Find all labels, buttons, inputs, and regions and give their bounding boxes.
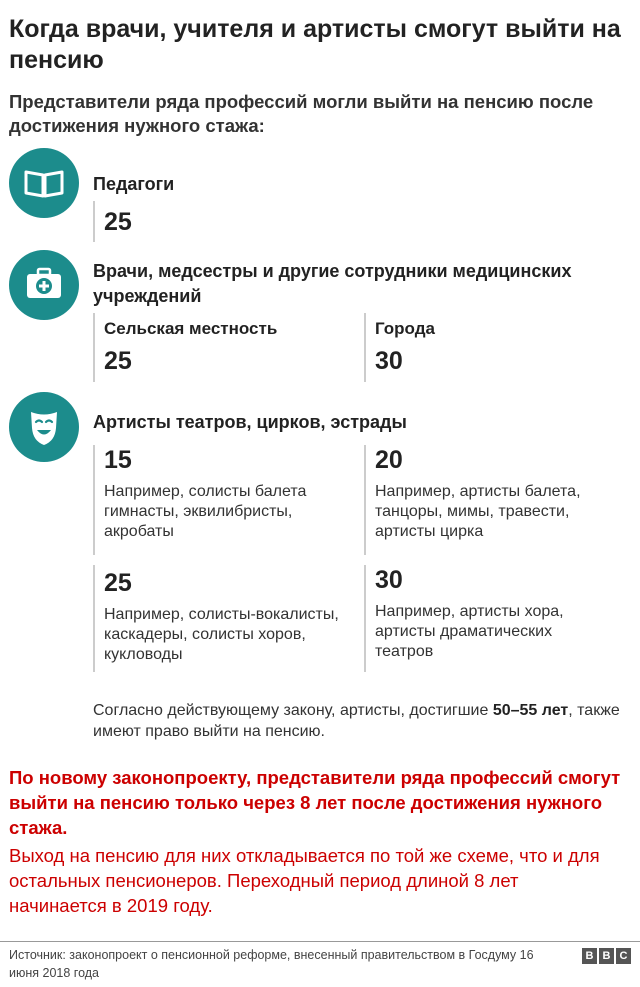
medics-city-years: 30 (375, 347, 403, 375)
theater-mask-icon (9, 392, 79, 462)
artists-group-years: 20 (375, 446, 403, 474)
category-title-medics: Врачи, медсестры и другие сотрудники медицинских учреждений (93, 261, 572, 306)
first-aid-kit-icon (9, 250, 79, 320)
category-title-teachers: Педагоги (93, 174, 175, 194)
artists-group (364, 445, 614, 555)
note-age-highlight: 50–55 лет (492, 702, 569, 719)
artists-group (93, 445, 353, 555)
logo-letter: B (582, 948, 597, 964)
reform-text: Выход на пенсию для них откладывается по той же схеме, что и для остальных пенсионеров. Переходный период длиной 8 лет начинается в 2019 году. (9, 845, 600, 916)
artists-age-note (93, 700, 638, 742)
artists-group-desc: Например, артисты хора, артисты драматических театров (375, 603, 564, 660)
medics-rural-label: Сельская местность (104, 319, 278, 338)
reform-headline: По новому законопроекту, представители ряда профессий смогут выйти на пенсию только через 8 лет после достижения нужного стажа. (9, 767, 621, 838)
footer-divider (0, 941, 640, 942)
artists-group-desc: Например, артисты балета, танцоры, мимы, травести, артисты цирка (375, 483, 581, 540)
medics-rural-column (93, 313, 277, 382)
page-title: Когда врачи, учителя и артисты смогут выйти на пенсию (9, 15, 621, 74)
medics-rural-years: 25 (104, 347, 132, 375)
note-text-before: Согласно действующему закону, артисты, достигшие (93, 702, 493, 719)
artists-group-years: 15 (104, 446, 132, 474)
logo-letter: C (616, 948, 631, 964)
medics-city-column (364, 313, 435, 382)
bbc-logo (582, 948, 631, 964)
artists-group (364, 565, 614, 672)
artists-group-desc: Например, солисты-вокалисты, каскадеры, солисты хоров, кукловоды (104, 606, 339, 663)
source-note: Источник: законопроект о пенсионной реформе, внесенный правительством в Госдуму 16 июня 2018 года (9, 948, 534, 980)
teachers-years: 25 (104, 208, 132, 236)
page-subtitle: Представители ряда профессий могли выйти на пенсию после достижения нужного стажа: (9, 91, 594, 136)
category-title-artists: Артисты театров, цирков, эстрады (93, 412, 407, 432)
book-icon (9, 148, 79, 218)
logo-letter: B (599, 948, 614, 964)
note-text-after: , также имеют право выйти на пенсию. (93, 702, 620, 740)
teachers-column (93, 201, 132, 242)
artists-group (93, 565, 343, 672)
artists-group-years: 30 (375, 566, 403, 594)
artists-group-years: 25 (104, 569, 132, 597)
medics-city-label: Города (375, 319, 435, 338)
artists-group-desc: Например, солисты балета гимнасты, эквилибристы, акробаты (104, 483, 307, 540)
